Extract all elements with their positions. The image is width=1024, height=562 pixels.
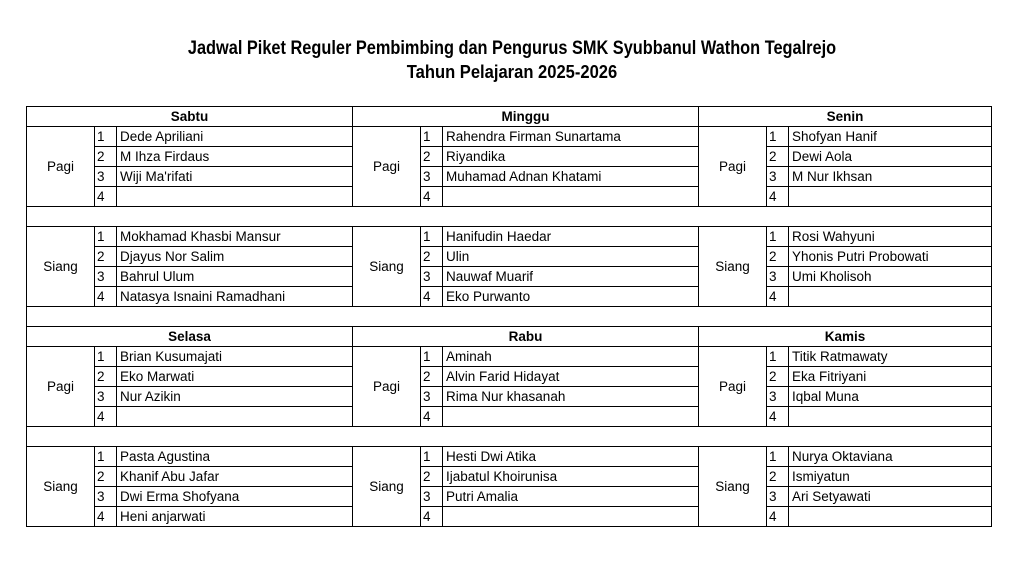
staff-name: Djayus Nor Salim (117, 247, 353, 267)
row-number: 3 (95, 267, 117, 287)
row-number: 4 (767, 187, 789, 207)
staff-name: Ulin (443, 247, 699, 267)
siang-row (27, 507, 992, 527)
day-header-sabtu: Sabtu (27, 107, 353, 127)
row-number: 2 (95, 247, 117, 267)
day-header-row (27, 107, 992, 127)
day-header-minggu: Minggu (353, 107, 699, 127)
row-number: 3 (95, 387, 117, 407)
row-number: 2 (421, 367, 443, 387)
staff-name: Umi Kholisoh (789, 267, 992, 287)
row-number: 4 (421, 507, 443, 527)
staff-name (117, 407, 353, 427)
staff-name: Wiji Ma'rifati (117, 167, 353, 187)
separator-cell (27, 427, 992, 447)
row-number: 1 (767, 447, 789, 467)
staff-name: Shofyan Hanif (789, 127, 992, 147)
row-number: 1 (421, 447, 443, 467)
staff-name: Nauwaf Muarif (443, 267, 699, 287)
separator-row (27, 307, 992, 327)
staff-name: Ijabatul Khoirunisa (443, 467, 699, 487)
staff-name: Alvin Farid Hidayat (443, 367, 699, 387)
separator-row (27, 207, 992, 227)
separator-cell (27, 207, 992, 227)
staff-name (789, 287, 992, 307)
pagi-row (27, 167, 992, 187)
staff-name: Iqbal Muna (789, 387, 992, 407)
row-number: 1 (421, 227, 443, 247)
shift-label-siang: Siang (699, 447, 767, 527)
staff-name (443, 187, 699, 207)
siang-row (27, 487, 992, 507)
staff-name: Eko Marwati (117, 367, 353, 387)
staff-name: M Nur Ikhsan (789, 167, 992, 187)
row-number: 3 (767, 387, 789, 407)
pagi-row (27, 127, 992, 147)
row-number: 4 (767, 507, 789, 527)
row-number: 1 (767, 227, 789, 247)
row-number: 2 (421, 147, 443, 167)
row-number: 2 (767, 147, 789, 167)
staff-name: Pasta Agustina (117, 447, 353, 467)
staff-name: Eka Fitriyani (789, 367, 992, 387)
row-number: 4 (421, 287, 443, 307)
staff-name: Titik Ratmawaty (789, 347, 992, 367)
staff-name: Hanifudin Haedar (443, 227, 699, 247)
separator-row (27, 427, 992, 447)
row-number: 1 (95, 447, 117, 467)
siang-row (27, 287, 992, 307)
row-number: 3 (421, 487, 443, 507)
shift-label-siang: Siang (353, 447, 421, 527)
staff-name: Eko Purwanto (443, 287, 699, 307)
row-number: 2 (95, 467, 117, 487)
day-header-kamis: Kamis (699, 327, 992, 347)
staff-name: Rosi Wahyuni (789, 227, 992, 247)
row-number: 3 (95, 487, 117, 507)
siang-row (27, 267, 992, 287)
staff-name: M Ihza Firdaus (117, 147, 353, 167)
staff-name (443, 407, 699, 427)
row-number: 2 (421, 247, 443, 267)
staff-name: Heni anjarwati (117, 507, 353, 527)
row-number: 3 (421, 267, 443, 287)
shift-label-siang: Siang (699, 227, 767, 307)
row-number: 3 (421, 167, 443, 187)
row-number: 1 (421, 347, 443, 367)
row-number: 1 (767, 127, 789, 147)
staff-name: Rima Nur khasanah (443, 387, 699, 407)
staff-name: Ismiyatun (789, 467, 992, 487)
staff-name: Yhonis Putri Probowati (789, 247, 992, 267)
shift-label-pagi: Pagi (353, 347, 421, 427)
day-header-selasa: Selasa (27, 327, 353, 347)
row-number: 4 (421, 187, 443, 207)
row-number: 3 (95, 167, 117, 187)
pagi-row (27, 367, 992, 387)
row-number: 1 (95, 347, 117, 367)
shift-label-pagi: Pagi (699, 127, 767, 207)
row-number: 1 (95, 127, 117, 147)
row-number: 2 (767, 467, 789, 487)
row-number: 2 (421, 467, 443, 487)
row-number: 4 (421, 407, 443, 427)
shift-label-pagi: Pagi (699, 347, 767, 427)
row-number: 4 (95, 187, 117, 207)
staff-name: Brian Kusumajati (117, 347, 353, 367)
staff-name: Dede Apriliani (117, 127, 353, 147)
staff-name: Hesti Dwi Atika (443, 447, 699, 467)
row-number: 2 (95, 367, 117, 387)
pagi-row (27, 187, 992, 207)
staff-name: Ari Setyawati (789, 487, 992, 507)
staff-name: Muhamad Adnan Khatami (443, 167, 699, 187)
siang-row (27, 467, 992, 487)
pagi-row (27, 387, 992, 407)
row-number: 4 (95, 507, 117, 527)
shift-label-pagi: Pagi (27, 347, 95, 427)
staff-name (789, 187, 992, 207)
staff-name: Aminah (443, 347, 699, 367)
shift-label-pagi: Pagi (27, 127, 95, 207)
row-number: 3 (767, 167, 789, 187)
staff-name: Mokhamad Khasbi Mansur (117, 227, 353, 247)
row-number: 2 (767, 247, 789, 267)
row-number: 2 (95, 147, 117, 167)
row-number: 4 (767, 287, 789, 307)
pagi-row (27, 147, 992, 167)
siang-row (27, 447, 992, 467)
staff-name: Natasya Isnaini Ramadhani (117, 287, 353, 307)
row-number: 4 (767, 407, 789, 427)
row-number: 4 (95, 407, 117, 427)
row-number: 3 (767, 267, 789, 287)
staff-name: Nurya Oktaviana (789, 447, 992, 467)
siang-row (27, 227, 992, 247)
row-number: 1 (767, 347, 789, 367)
shift-label-siang: Siang (27, 227, 95, 307)
separator-cell (27, 307, 992, 327)
staff-name: Khanif Abu Jafar (117, 467, 353, 487)
day-header-row (27, 327, 992, 347)
pagi-row (27, 407, 992, 427)
document-subtitle: Tahun Pelajaran 2025-2026 (406, 62, 618, 82)
staff-name (117, 187, 353, 207)
staff-name (443, 507, 699, 527)
staff-name (789, 407, 992, 427)
day-header-senin: Senin (699, 107, 992, 127)
staff-name: Dwi Erma Shofyana (117, 487, 353, 507)
staff-name: Riyandika (443, 147, 699, 167)
staff-name: Putri Amalia (443, 487, 699, 507)
shift-label-siang: Siang (27, 447, 95, 527)
staff-name (789, 507, 992, 527)
row-number: 3 (421, 387, 443, 407)
document-title: Jadwal Piket Reguler Pembimbing dan Pengurus SMK Syubbanul Wathon Tegalrejo (187, 38, 837, 59)
staff-name: Dewi Aola (789, 147, 992, 167)
shift-label-siang: Siang (353, 227, 421, 307)
siang-row (27, 247, 992, 267)
row-number: 1 (95, 227, 117, 247)
day-header-rabu: Rabu (353, 327, 699, 347)
staff-name: Bahrul Ulum (117, 267, 353, 287)
schedule-table (26, 106, 992, 527)
row-number: 4 (95, 287, 117, 307)
pagi-row (27, 347, 992, 367)
staff-name: Rahendra Firman Sunartama (443, 127, 699, 147)
staff-name: Nur Azikin (117, 387, 353, 407)
shift-label-pagi: Pagi (353, 127, 421, 207)
row-number: 3 (767, 487, 789, 507)
row-number: 2 (767, 367, 789, 387)
row-number: 1 (421, 127, 443, 147)
